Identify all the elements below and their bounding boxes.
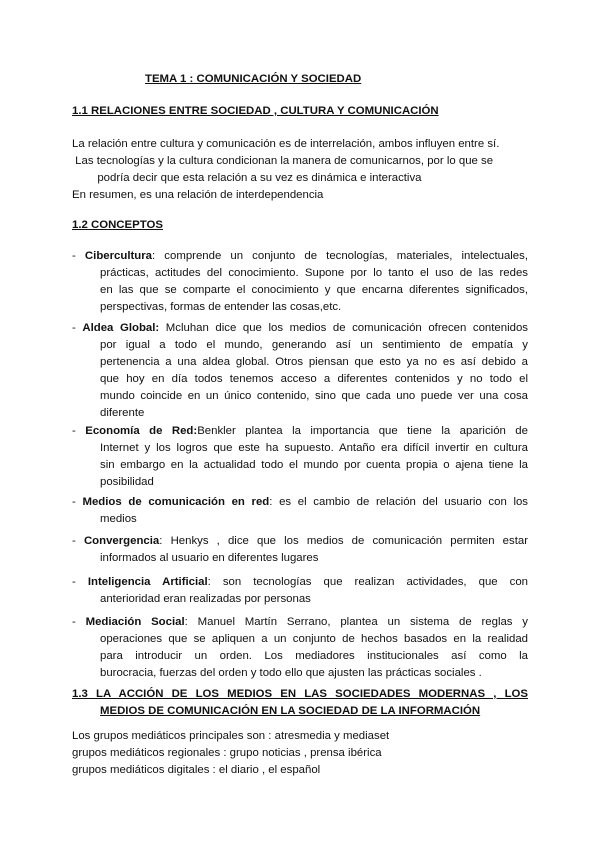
concept-line: que hoy en día todos tenemos acceso a diferentes contenidos y no todo el xyxy=(100,373,528,385)
concept-term: Convergencia xyxy=(83,535,160,547)
concept-line: medios xyxy=(100,513,137,525)
concept-term: Economía de Red: xyxy=(85,425,198,437)
concept-line: operaciones que se apliquen a un conjunto de hechos basados en la realidad xyxy=(100,633,528,645)
concept-line: en las que se comparte el conocimiento y que encarna diferentes significados, xyxy=(100,284,528,296)
concept-text: Benkler plantea la importancia que tiene la aparición de xyxy=(197,425,528,437)
concept-item-economia-de-red xyxy=(72,423,528,491)
paragraph-line: Las tecnologías y la cultura condicionan la manera de comunicarnos, por lo que se xyxy=(72,155,494,167)
section-1-paragraph xyxy=(72,136,542,204)
paragraph-line: grupos mediáticos digitales : el diario , el español xyxy=(72,764,321,776)
concept-text: : Henkys , dice que los medios de comunicación permiten estar xyxy=(159,535,529,547)
section-3-heading xyxy=(72,686,528,720)
concept-line: posibilidad xyxy=(100,476,154,488)
concept-line: mundo coincide en un único contenido, sino que cada uno puede ver una cosa xyxy=(100,390,528,402)
concept-first-line xyxy=(72,423,528,440)
concept-first-line xyxy=(72,614,528,631)
concept-continuation xyxy=(72,550,528,567)
concept-text: : son tecnologías que realizan actividades, que con xyxy=(207,576,529,588)
bullet-dash: - xyxy=(72,496,76,508)
bullet-dash: - xyxy=(72,576,76,588)
concept-continuation xyxy=(72,440,528,491)
concept-line: para introducir un orden. Los mediadores institucionales así como la xyxy=(100,650,528,662)
concept-line: perspectivas, formas de entender las cosas,etc. xyxy=(100,301,342,313)
concept-line: diferente xyxy=(100,407,145,419)
concept-item-inteligencia-artificial xyxy=(72,574,528,608)
concept-text: : Manuel Martín Serrano, plantea un sistema de reglas y xyxy=(184,616,528,628)
concept-line: por igual a todo el mundo, generando así un sentimiento de empatía y xyxy=(100,339,528,351)
paragraph-line: podría decir que esta relación a su vez es dinámica e interactiva xyxy=(72,172,422,184)
concept-item-mediacion-social xyxy=(72,614,528,682)
concept-continuation xyxy=(72,337,528,422)
concept-first-line xyxy=(72,320,528,337)
concept-line: Internet y los logros que este ha supuesto. Antaño era difícil invertir en cultura xyxy=(100,442,528,454)
concept-first-line xyxy=(72,248,528,265)
concept-text: Mcluhan dice que los medios de comunicación ofrecen contenidos xyxy=(159,322,528,334)
concept-continuation xyxy=(72,591,528,608)
concept-item-cibercultura xyxy=(72,248,528,316)
concept-line: prácticas, actitudes del conocimiento. Supone por lo tanto el uso de las redes xyxy=(100,267,528,279)
concept-first-line xyxy=(72,533,528,550)
concept-term: Aldea Global: xyxy=(82,322,160,334)
paragraph-line: grupos mediáticos regionales : grupo noticias , prensa ibérica xyxy=(72,747,382,759)
concept-continuation xyxy=(72,631,528,682)
concept-item-aldea-global xyxy=(72,320,528,422)
concept-item-convergencia xyxy=(72,533,528,567)
section-1-heading: 1.1 RELACIONES ENTRE SOCIEDAD , CULTURA Y COMUNICACIÓN xyxy=(72,105,439,117)
concept-term: Inteligencia Artificial xyxy=(87,576,208,588)
concept-line: anterioridad eran realizadas por personas xyxy=(100,593,311,605)
section-3-heading-line-2: MEDIOS DE COMUNICACIÓN EN LA SOCIEDAD DE LA INFORMACIÓN xyxy=(100,705,481,717)
concept-item-medios-en-red xyxy=(72,494,528,528)
paragraph-line: La relación entre cultura y comunicación es de interrelación, ambos influyen entre sí. xyxy=(72,138,500,150)
concept-line: pertenencia a una aldea global. Otros piensan que esto ya no es así debido a xyxy=(100,356,528,368)
bullet-dash: - xyxy=(72,250,76,262)
concept-term: Medios de comunicación en red xyxy=(82,496,270,508)
section-2-heading: 1.2 CONCEPTOS xyxy=(72,219,163,231)
paragraph-line: En resumen, es una relación de interdependencia xyxy=(72,189,324,201)
concept-text: : comprende un conjunto de tecnologías, materiales, intelectuales, xyxy=(152,250,529,262)
bullet-dash: - xyxy=(72,425,76,437)
concept-first-line xyxy=(72,494,528,511)
concept-term: Mediación Social xyxy=(85,616,185,628)
bullet-dash: - xyxy=(72,535,76,547)
document-title: TEMA 1 : COMUNICACIÓN Y SOCIEDAD xyxy=(145,73,362,85)
concept-continuation xyxy=(72,511,528,528)
paragraph-line: Los grupos mediáticos principales son : atresmedia y mediaset xyxy=(72,730,390,742)
concept-line: sin embargo en la actualidad todo el mundo por cuenta propia o ajena tiene la xyxy=(100,459,528,471)
section-3-paragraph xyxy=(72,728,542,779)
bullet-dash: - xyxy=(72,322,76,334)
concept-text: : es el cambio de relación del usuario con los xyxy=(269,496,529,508)
concept-line: burocracia, fuerzas del orden y todo ello que ajusten las prácticas sociales . xyxy=(100,667,482,679)
concept-term: Cibercultura xyxy=(84,250,153,262)
bullet-dash: - xyxy=(72,616,76,628)
concept-first-line xyxy=(72,574,528,591)
section-3-heading-line-1: 1.3 LA ACCIÓN DE LOS MEDIOS EN LAS SOCIEDADES MODERNAS , LOS xyxy=(72,688,528,700)
concept-continuation xyxy=(72,265,528,316)
concept-line: informados al usuario en diferentes lugares xyxy=(100,552,319,564)
